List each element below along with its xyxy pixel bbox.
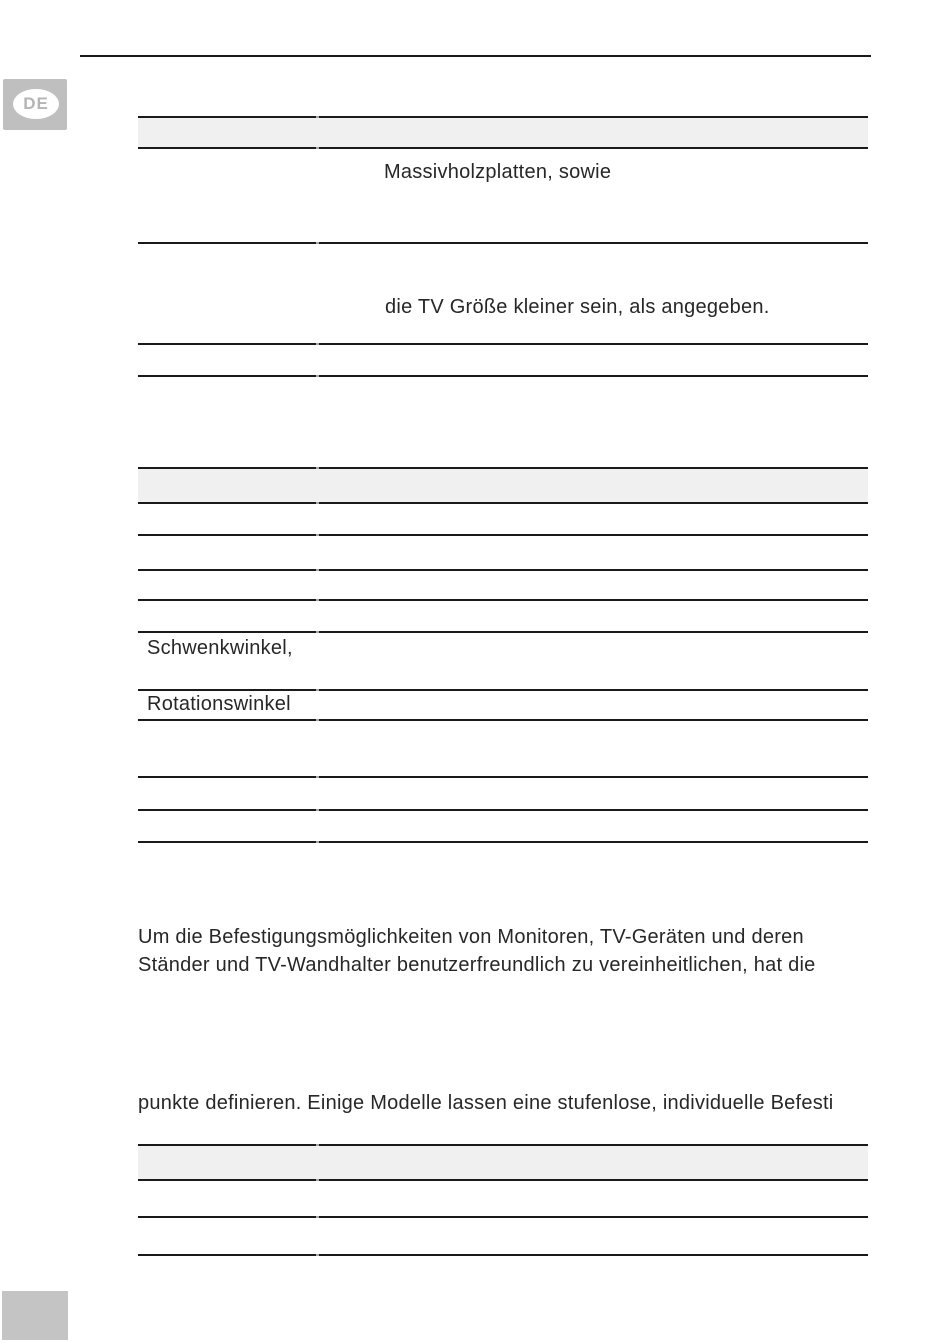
row-divider [138, 599, 868, 601]
row-divider [138, 1179, 868, 1181]
table-header-row [138, 469, 868, 502]
row-divider [138, 242, 868, 244]
row-divider [138, 343, 868, 345]
language-badge-oval [13, 89, 59, 119]
table-cell-text: Rotationswinkel [147, 693, 291, 715]
table-cell-text: Schwenkwinkel, [147, 637, 293, 659]
row-divider [138, 569, 868, 571]
table-cell-text: Massivholzplatten, sowie [384, 161, 612, 183]
row-divider [138, 841, 868, 843]
page-corner-block [2, 1291, 68, 1340]
row-divider [138, 809, 868, 811]
paragraph-line: Um die Befestigungsmöglichkeiten von Monitoren, TV-Geräten und deren [138, 926, 804, 948]
paragraph-line: punkte definieren. Einige Modelle lassen eine stufenlose, individuelle Befesti [138, 1092, 834, 1114]
row-divider [138, 631, 868, 633]
row-divider [138, 1216, 868, 1218]
row-divider [138, 147, 868, 149]
language-badge [3, 79, 67, 130]
row-divider [138, 375, 868, 377]
row-divider [138, 776, 868, 778]
paragraph-line: Ständer und TV-Wandhalter benutzerfreundlich zu vereinheitlichen, hat die [138, 954, 816, 976]
row-divider [138, 534, 868, 536]
table-cell-text: die TV Größe kleiner sein, als angegeben. [385, 296, 770, 318]
row-divider [138, 502, 868, 504]
table-header-row [138, 1146, 868, 1179]
table-header-row [138, 118, 868, 147]
page-header-rule [80, 55, 871, 57]
row-divider [138, 1254, 868, 1256]
row-divider [138, 719, 868, 721]
language-badge-label: DE [23, 94, 49, 113]
